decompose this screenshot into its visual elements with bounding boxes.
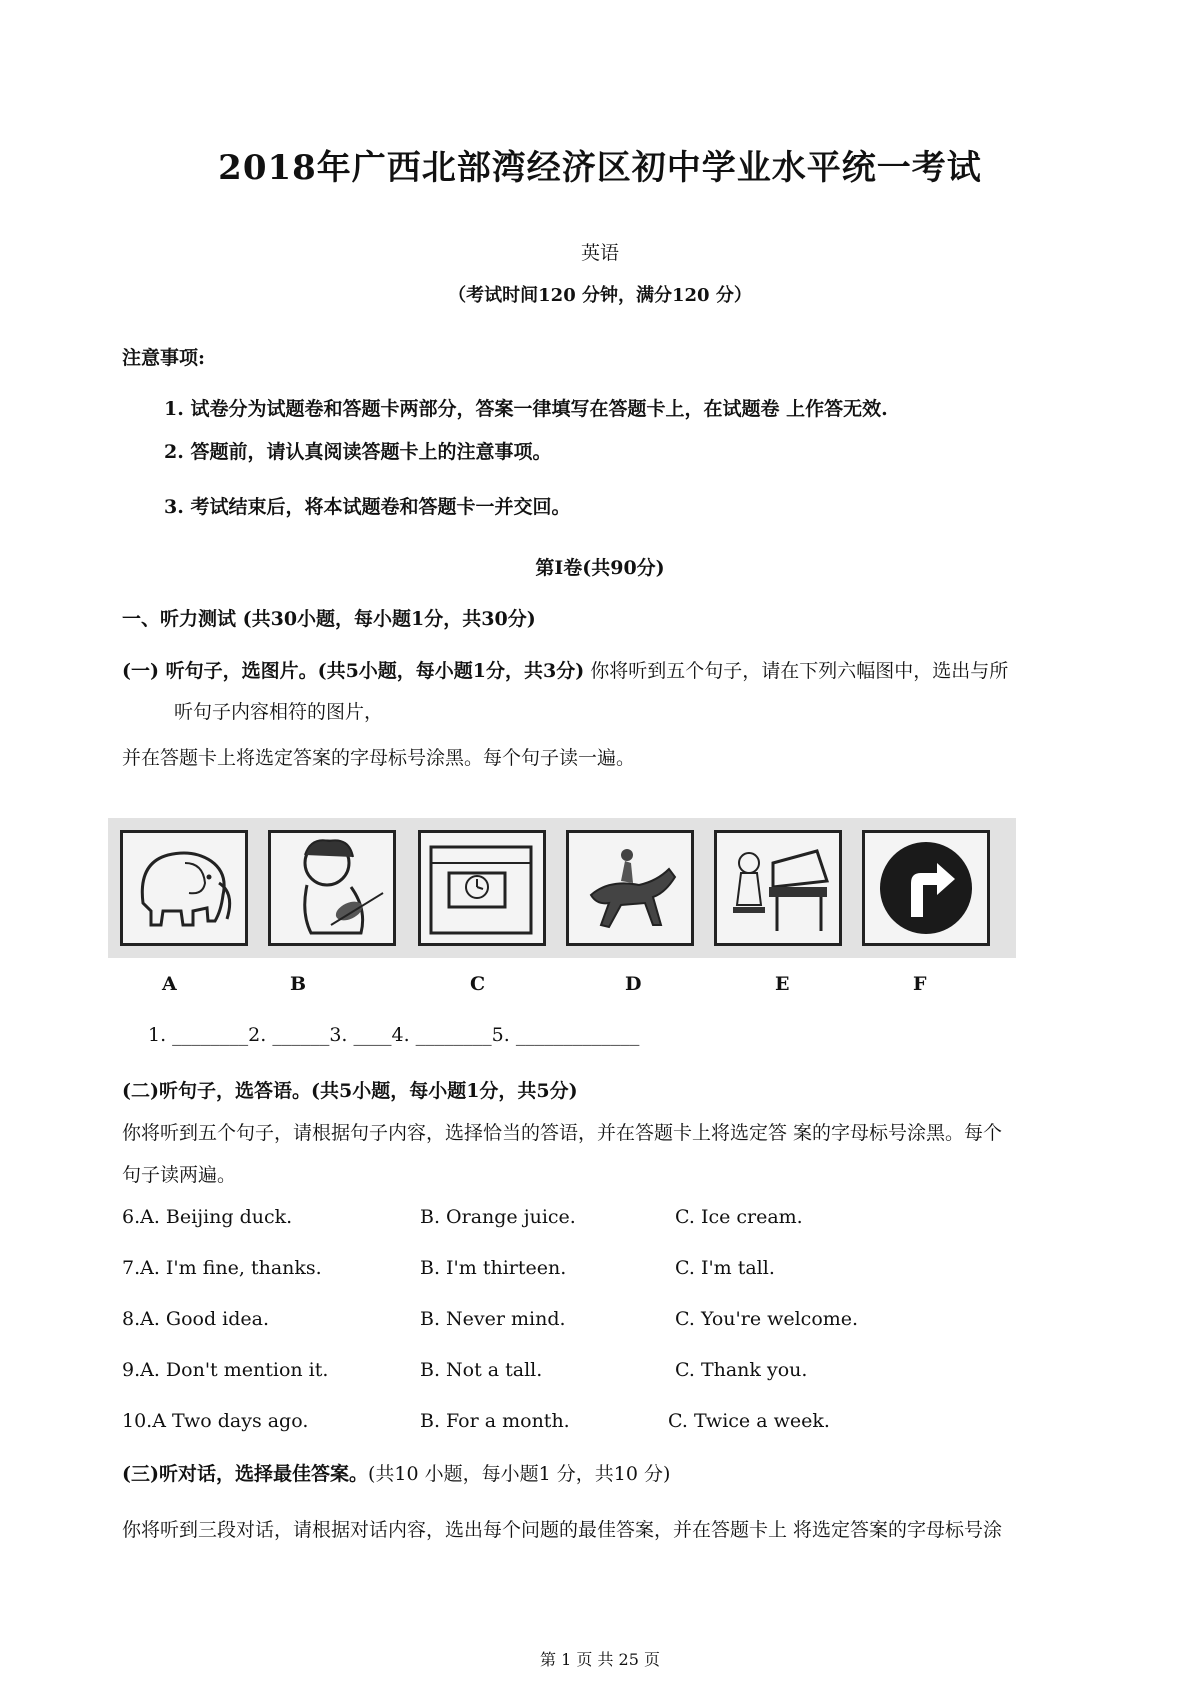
picture-letter-f: F <box>913 973 927 995</box>
notice-item-1: 1. 试卷分为试题卷和答题卡两部分，答案一律填写在答题卡上，在试题卷 上作答无效. <box>164 398 888 420</box>
picture-letter-a: A <box>162 973 177 995</box>
clock-icon <box>421 833 543 943</box>
question-6-option-a: 6.A. Beijing duck. <box>122 1206 293 1228</box>
picture-strip <box>108 818 1016 958</box>
question-10-option-a: 10.A Two days ago. <box>122 1410 309 1432</box>
sub3-heading: (三)听对话，选择最佳答案。 <box>122 1463 368 1485</box>
question-7-option-a: 7.A. I'm fine, thanks. <box>122 1257 322 1279</box>
subject-label: 英语 <box>580 242 619 264</box>
sub1-heading: (一) 听句子，选图片。(共5小题，每小题1分，共3分) <box>122 660 585 682</box>
section-one-note: (共30小题，每小题1分，共30分) <box>236 608 536 630</box>
piano-player-icon <box>717 833 839 943</box>
question-7-option-c: C. I'm tall. <box>675 1257 775 1279</box>
question-8-option-c: C. You're welcome. <box>675 1308 859 1330</box>
sub1-instruction <box>122 656 1008 683</box>
section-one-heading <box>122 604 536 631</box>
picture-e <box>714 830 842 946</box>
sub2-heading: (二)听句子，选答语。(共5小题，每小题1分，共5分) <box>122 1080 578 1102</box>
notice-heading: 注意事项: <box>122 347 206 369</box>
question-10-option-c: C. Twice a week. <box>668 1410 830 1432</box>
section-one-label: 一、听力测试 <box>122 608 237 630</box>
elephant-icon <box>123 833 245 943</box>
sub2-text-1: 你将听到五个句子，请根据句子内容，选择恰当的答语，并在答题卡上将选定答 案的字母标号涂黑。每个 <box>122 1122 1003 1144</box>
sub3-text: 你将听到三段对话，请根据对话内容，选出每个问题的最佳答案，并在答题卡上 将选定答案的字母标号涂 <box>122 1519 1003 1541</box>
sub3-instruction <box>122 1459 670 1486</box>
sub1-text-continued: 听句子内容相符的图片， <box>174 701 384 723</box>
picture-c <box>418 830 546 946</box>
question-9-option-b: B. Not a tall. <box>420 1359 543 1381</box>
notice-item-3: 3. 考试结束后，将本试题卷和答题卡一并交回。 <box>164 496 571 518</box>
question-6-option-b: B. Orange juice. <box>420 1206 576 1228</box>
exam-title: 2018年广西北部湾经济区初中学业水平统一考试 <box>218 148 982 188</box>
notice-item-2: 2. 答题前，请认真阅读答题卡上的注意事项。 <box>164 441 552 463</box>
picture-a <box>120 830 248 946</box>
picture-b <box>268 830 396 946</box>
sub1-text: 你将听到五个句子，请在下列六幅图中，选出与所 <box>584 660 1009 682</box>
answer-blanks: 1. ________2. ______3. ____4. ________5. _____________ <box>148 1024 640 1046</box>
question-9-option-a: 9.A. Don't mention it. <box>122 1359 329 1381</box>
picture-letter-b: B <box>290 973 307 995</box>
sub1-text-2: 并在答题卡上将选定答案的字母标号涂黑。每个句子读一遍。 <box>122 747 636 769</box>
violin-player-icon <box>271 833 393 943</box>
page-footer: 第 1 页 共 25 页 <box>540 1650 660 1669</box>
horse-rider-icon <box>569 833 691 943</box>
question-9-option-c: C. Thank you. <box>675 1359 808 1381</box>
sub2-text-2: 句子读两遍。 <box>122 1164 237 1186</box>
question-6-option-c: C. Ice cream. <box>675 1206 803 1228</box>
time-note: （考试时间120 分钟，满分120 分） <box>448 285 752 306</box>
turn-right-sign-icon <box>865 833 987 943</box>
picture-letter-e: E <box>775 973 790 995</box>
picture-d <box>566 830 694 946</box>
question-7-option-b: B. I'm thirteen. <box>420 1257 567 1279</box>
part-one-title: 第Ⅰ卷(共90分) <box>535 557 665 579</box>
question-8-option-a: 8.A. Good idea. <box>122 1308 270 1330</box>
question-10-option-b: B. For a month. <box>420 1410 570 1432</box>
question-8-option-b: B. Never mind. <box>420 1308 566 1330</box>
picture-letter-d: D <box>625 973 642 995</box>
sub3-note: (共10 小题，每小题1 分，共10 分) <box>367 1463 671 1485</box>
picture-f <box>862 830 990 946</box>
picture-letter-c: C <box>470 973 486 995</box>
